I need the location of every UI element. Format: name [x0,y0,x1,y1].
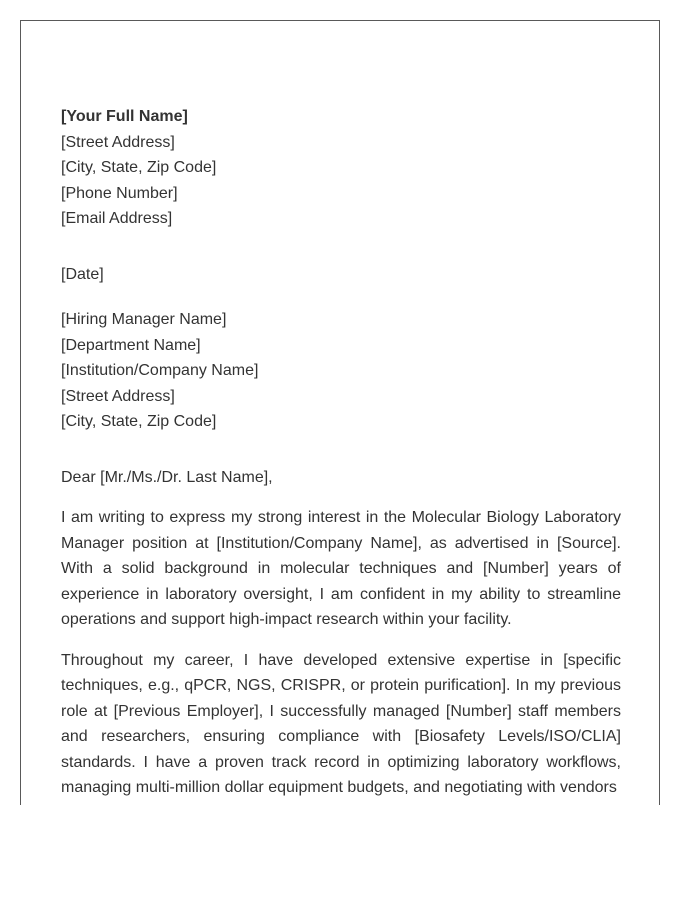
body-paragraph: I am writing to express my strong interest in the Molecular Biology Laboratory Manager position at [Institution/Company Name], as advertised in [Source]. With a solid background in molecular techniques and [Number] years of experience in laboratory oversight, I am confident in my ability to streamline operations and support high-impact research within your facility. [61,509,621,628]
body-paragraph: Throughout my career, I have developed extensive expertise in [specific techniques, e.g., qPCR, NGS, CRISPR, or protein purification]. In my previous role at [Previous Employer], I successfully managed [Number] staff members and researchers, ensuring compliance with [Biosafety Levels/ISO/CLIA] standards. I have a proven track record in optimizing laboratory workflows, managing multi-million dollar equipment budgets, and negotiating with vendors [61,651,621,796]
sender-block [61,104,621,232]
recipient-department: [Department Name] [61,336,201,354]
sender-name: [Your Full Name] [61,108,188,125]
sender-phone: [Phone Number] [61,184,178,202]
letter-date: [Date] [61,265,104,283]
recipient-city-state-zip: [City, State, Zip Code] [61,413,217,430]
sender-city-state-zip: [City, State, Zip Code] [61,159,217,176]
sender-email: [Email Address] [61,210,173,227]
letter-page [20,20,660,805]
recipient-institution: [Institution/Company Name] [61,362,259,379]
letter-body [61,104,621,801]
recipient-street: [Street Address] [61,387,175,405]
sender-street: [Street Address] [61,133,175,151]
recipient-block [61,307,621,435]
salutation: Dear [Mr./Ms./Dr. Last Name], [61,468,273,486]
recipient-manager: [Hiring Manager Name] [61,311,227,328]
